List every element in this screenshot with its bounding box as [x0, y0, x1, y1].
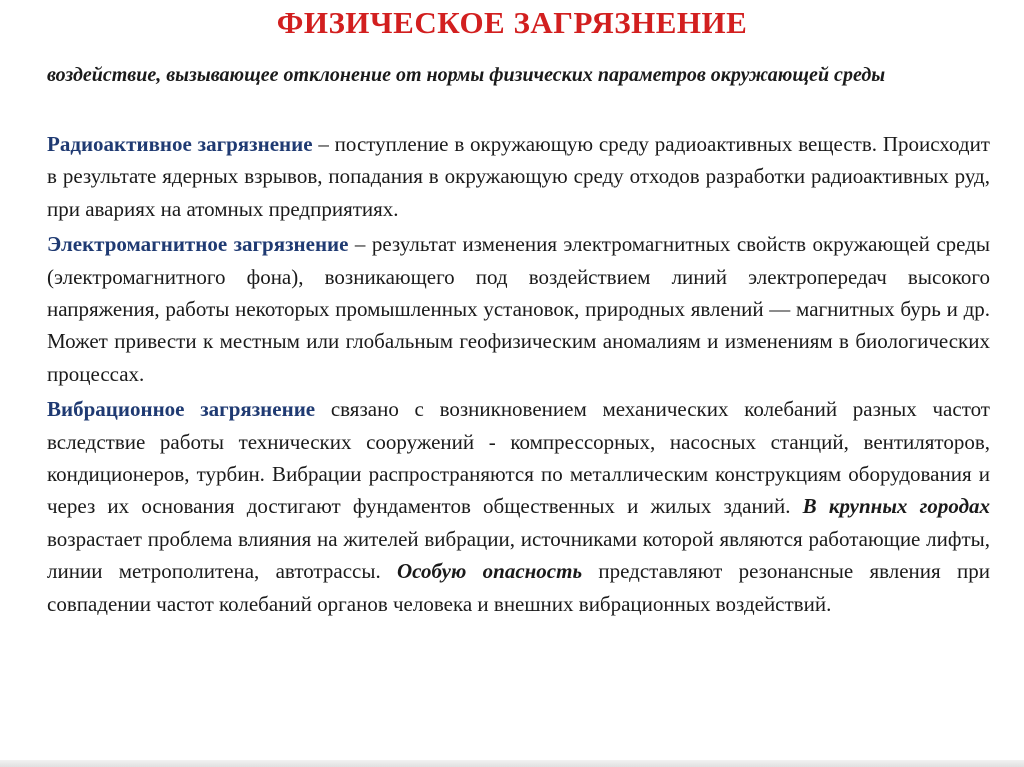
emphasis-big-cities: В крупных городах — [802, 494, 990, 519]
paragraph-text: представляют резонансные явления при совпадении частот колебаний органов человека и внешних вибрационных воздействий. — [47, 559, 990, 616]
paragraph-text: – результат изменения электромагнитных свойств окружающей среды (электромагнитного фона), возникающего под воздействием линий электропередач высокого напряжения, работы некоторых промышленных установок, природных явлений — магнитных бурь и др. Может привести к местным или глобальным геофизическим аномалиям и изменениям в биологических процессах. — [47, 232, 990, 386]
paragraph-electromagnetic — [47, 228, 990, 390]
slide-subtitle: воздействие, вызывающее отклонение от нормы физических параметров окружающей среды — [47, 64, 886, 86]
term-electromagnetic: Электромагнитное загрязнение — [47, 232, 349, 257]
term-radioactive: Радиоактивное загрязнение — [47, 132, 313, 156]
slide-title: ФИЗИЧЕСКОЕ ЗАГРЯЗНЕНИЕ — [276, 5, 748, 40]
emphasis-special-danger: Особую опасность — [397, 559, 583, 584]
paragraph-vibration — [47, 393, 990, 620]
paragraph-text: связано с возникновением механических колебаний разных частот вследствие работы технических сооружений - компрессорных, насосных станций, вентиляторов, кондиционеров, турбин. Вибрации распространяются по металлическим конструкциям оборудования и через их основания достигают фундаментов общественных и жилых зданий. — [47, 397, 990, 519]
paragraph-radioactive — [47, 128, 990, 225]
paragraph-text: – поступление в окружающую среду радиоактивных веществ. Происходит в результате ядерных взрывов, попадания в окружающую среду отходов разработки радиоактивных руд, при авариях на атомных предприятиях. — [47, 132, 990, 221]
term-vibration: Вибрационное загрязнение — [47, 397, 316, 422]
slide-body — [47, 128, 990, 623]
bottom-divider — [0, 760, 1024, 767]
paragraph-text: возрастает проблема влияния на жителей вибрации, источниками которой являются работающие лифты, линии метрополитена, автотрассы. — [47, 526, 990, 584]
